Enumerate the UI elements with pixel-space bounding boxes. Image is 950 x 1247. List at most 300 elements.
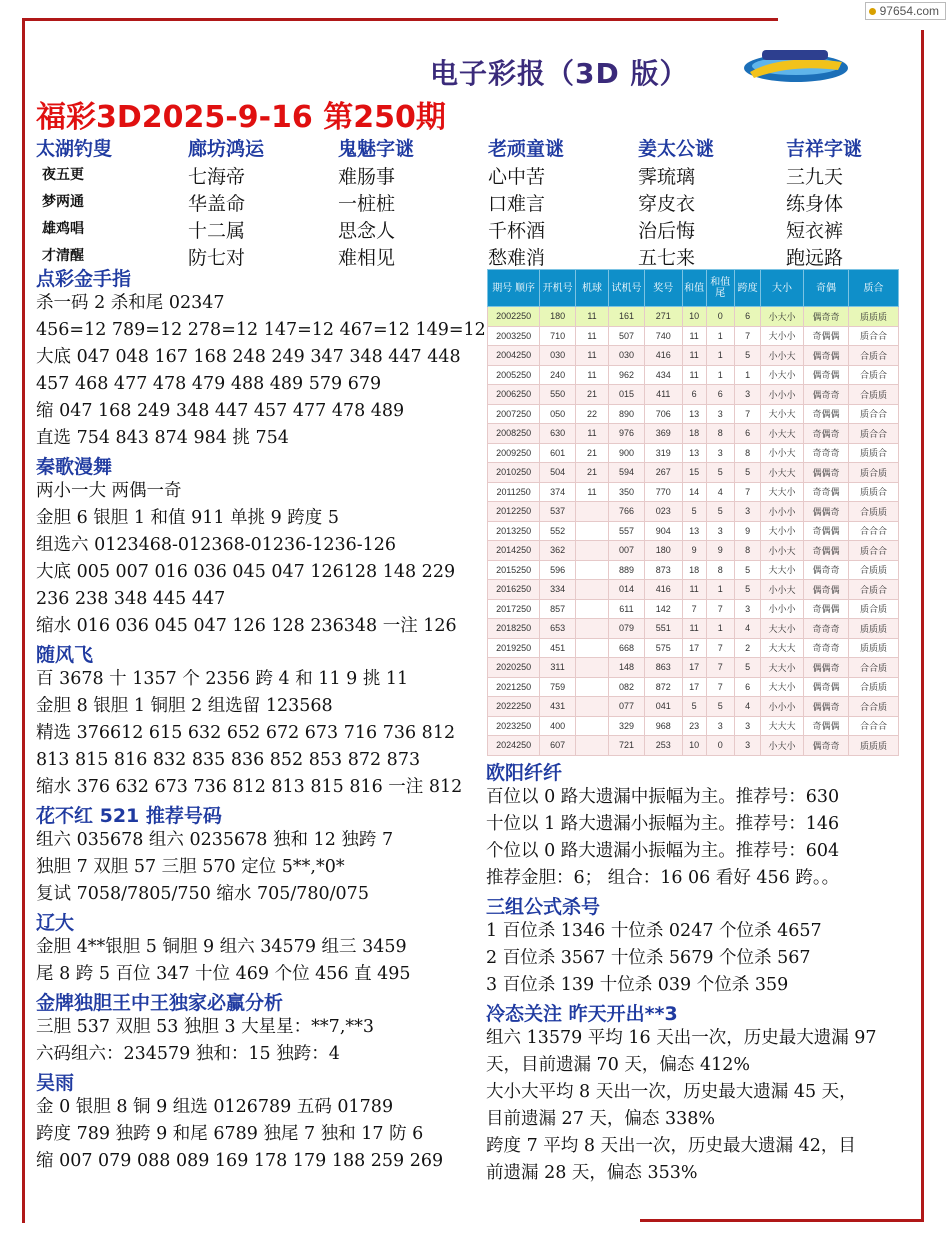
table-cell: 3 — [735, 599, 761, 619]
riddle-line: 雄鸡唱 — [42, 221, 84, 237]
table-cell: 合合合 — [849, 521, 899, 541]
table-cell: 小小小 — [761, 385, 804, 405]
table-cell: 863 — [644, 658, 682, 678]
riddle-line: 才清醒 — [42, 248, 84, 264]
table-cell: 1 — [706, 346, 735, 366]
table-cell: 594 — [609, 463, 645, 483]
table-cell: 1 — [706, 619, 735, 639]
table-header-cell: 跨度 — [735, 270, 761, 307]
table-cell: 721 — [609, 736, 645, 756]
table-cell: 7 — [706, 677, 735, 697]
table-cell — [575, 697, 608, 717]
table-cell: 1 — [735, 365, 761, 385]
table-cell — [575, 599, 608, 619]
table-cell: 2 — [735, 638, 761, 658]
right-column — [486, 758, 926, 1187]
table-cell: 1 — [706, 580, 735, 600]
table-cell: 142 — [644, 599, 682, 619]
table-cell: 10 — [682, 307, 706, 327]
table-row — [488, 326, 899, 346]
riddle-line: 霁琉璃 — [638, 166, 696, 188]
riddle-line: 口难言 — [488, 193, 546, 215]
section-line: 236 238 348 445 447 — [36, 589, 226, 609]
table-cell: 2024250 — [488, 736, 540, 756]
table-cell: 小小小 — [761, 502, 804, 522]
table-cell: 434 — [644, 365, 682, 385]
table-cell: 质质质 — [849, 638, 899, 658]
table-cell: 2006250 — [488, 385, 540, 405]
table-cell: 4 — [735, 619, 761, 639]
table-row — [488, 502, 899, 522]
table-cell: 11 — [575, 307, 608, 327]
table-cell: 5 — [682, 697, 706, 717]
table-cell: 552 — [540, 521, 576, 541]
table-cell: 030 — [609, 346, 645, 366]
table-cell: 8 — [706, 560, 735, 580]
table-row — [488, 385, 899, 405]
table-cell: 大小小 — [761, 521, 804, 541]
table-cell: 偶奇奇 — [803, 736, 848, 756]
table-cell: 630 — [540, 424, 576, 444]
table-cell: 大大小 — [761, 482, 804, 502]
table-cell: 350 — [609, 482, 645, 502]
riddle-line: 七海帝 — [188, 166, 246, 188]
table-cell: 770 — [644, 482, 682, 502]
table-cell: 偶偶奇 — [803, 658, 848, 678]
section-line: 大小大平均 8 天出一次，历史最大遗漏 45 天， — [486, 1082, 857, 1102]
section-line: 独胆 7 双胆 57 三胆 570 定位 5**,*0* — [36, 857, 345, 877]
table-cell: 271 — [644, 307, 682, 327]
riddle-line: 治后悔 — [638, 220, 696, 242]
table-cell: 小大小 — [761, 365, 804, 385]
table-cell: 077 — [609, 697, 645, 717]
section-line: 缩 047 168 249 348 447 457 477 478 489 — [36, 401, 405, 421]
table-cell: 7 — [735, 482, 761, 502]
frame-bottom-border — [640, 1219, 924, 1222]
table-cell: 质合合 — [849, 424, 899, 444]
table-cell — [575, 541, 608, 561]
riddle-line: 三九天 — [786, 166, 844, 188]
riddle-column — [338, 134, 414, 270]
table-cell: 889 — [609, 560, 645, 580]
table-cell: 759 — [540, 677, 576, 697]
table-header-cell: 大小 — [761, 270, 804, 307]
section-line: 复试 7058/7805/750 缩水 705/780/075 — [36, 884, 369, 904]
section-line: 3 百位杀 139 十位杀 039 个位杀 359 — [486, 975, 789, 995]
table-cell: 奇奇奇 — [803, 619, 848, 639]
table-cell: 411 — [644, 385, 682, 405]
table-header-cell: 奇偶 — [803, 270, 848, 307]
table-cell: 2018250 — [488, 619, 540, 639]
riddle-column — [638, 134, 714, 270]
table-row — [488, 677, 899, 697]
table-row — [488, 443, 899, 463]
table-cell: 质合合 — [849, 541, 899, 561]
table-cell: 857 — [540, 599, 576, 619]
section-heading: 点彩金手指 — [36, 268, 132, 290]
table-cell: 5 — [706, 463, 735, 483]
section-line: 456=12 789=12 278=12 147=12 467=12 149=12 — [36, 320, 486, 340]
table-cell: 050 — [540, 404, 576, 424]
riddle-author: 太湖钓叟 — [36, 138, 113, 160]
section-line: 大底 005 007 016 036 045 047 126128 148 229 — [36, 562, 456, 582]
table-cell: 2017250 — [488, 599, 540, 619]
table-cell: 904 — [644, 521, 682, 541]
table-cell: 13 — [682, 404, 706, 424]
table-cell: 2009250 — [488, 443, 540, 463]
table-cell: 22 — [575, 404, 608, 424]
riddle-line: 跑远路 — [786, 247, 844, 269]
frame-left-border — [22, 18, 25, 1223]
table-cell: 11 — [575, 482, 608, 502]
section-line: 金胆 8 银胆 1 铜胆 2 组选留 123568 — [36, 696, 333, 716]
table-header-cell: 机球 — [575, 270, 608, 307]
riddle-column — [36, 134, 112, 270]
table-cell: 偶奇偶 — [803, 346, 848, 366]
table-cell: 11 — [682, 619, 706, 639]
section-line: 杀一码 2 杀和尾 02347 — [36, 293, 225, 313]
table-row — [488, 307, 899, 327]
table-cell: 374 — [540, 482, 576, 502]
table-cell: 0 — [706, 736, 735, 756]
section-line: 大底 047 048 167 168 248 249 347 348 447 448 — [36, 347, 461, 367]
table-cell: 2013250 — [488, 521, 540, 541]
section-line: 跨度 789 独跨 9 和尾 6789 独尾 7 独和 17 防 6 — [36, 1124, 424, 1144]
table-header-cell: 和值尾 — [706, 270, 735, 307]
table-cell: 400 — [540, 716, 576, 736]
table-cell: 18 — [682, 424, 706, 444]
section-line: 三胆 537 双胆 53 独胆 3 大星星：**7,**3 — [36, 1017, 375, 1037]
table-cell: 奇偶奇 — [803, 424, 848, 444]
table-cell: 大大大 — [761, 716, 804, 736]
riddle-line: 愁难消 — [488, 247, 546, 269]
table-cell: 1 — [706, 365, 735, 385]
table-cell: 合合质 — [849, 658, 899, 678]
table-row — [488, 521, 899, 541]
table-cell: 962 — [609, 365, 645, 385]
table-cell: 8 — [706, 424, 735, 444]
table-cell: 2023250 — [488, 716, 540, 736]
table-cell: 319 — [644, 443, 682, 463]
table-cell: 873 — [644, 560, 682, 580]
table-cell: 13 — [682, 443, 706, 463]
table-row — [488, 619, 899, 639]
table-cell: 557 — [609, 521, 645, 541]
table-cell: 5 — [735, 658, 761, 678]
table-cell: 小大小 — [761, 307, 804, 327]
table-cell: 奇奇奇 — [803, 443, 848, 463]
table-cell — [575, 736, 608, 756]
table-cell: 504 — [540, 463, 576, 483]
table-cell: 大大大 — [761, 638, 804, 658]
table-cell: 合质合 — [849, 365, 899, 385]
section-line: 金胆 6 银胆 1 和值 911 单挑 9 跨度 5 — [36, 508, 340, 528]
section-line: 尾 8 跨 5 百位 347 十位 469 个位 456 直 495 — [36, 964, 411, 984]
riddle-line: 夜五更 — [42, 167, 84, 183]
section-heading: 秦歌漫舞 — [36, 456, 113, 478]
table-cell — [575, 658, 608, 678]
table-row — [488, 541, 899, 561]
section-line: 两小一大 两偶一奇 — [36, 481, 182, 501]
section-line: 个位以 0 路大遗漏小振幅为主。推荐号：604 — [486, 841, 840, 861]
section-line: 缩水 016 036 045 047 126 128 236348 一注 126 — [36, 616, 457, 636]
table-cell: 11 — [682, 580, 706, 600]
table-cell: 21 — [575, 443, 608, 463]
table-cell: 710 — [540, 326, 576, 346]
table-cell: 611 — [609, 599, 645, 619]
table-cell: 4 — [735, 697, 761, 717]
table-cell: 023 — [644, 502, 682, 522]
table-cell: 451 — [540, 638, 576, 658]
table-row — [488, 716, 899, 736]
section-line: 天，目前遗漏 70 天，偏态 412% — [486, 1055, 750, 1075]
section-heading: 辽大 — [36, 912, 75, 934]
table-cell: 431 — [540, 697, 576, 717]
table-cell: 976 — [609, 424, 645, 444]
table-cell: 5 — [706, 697, 735, 717]
section-line: 金胆 4**银胆 5 铜胆 9 组六 34579 组三 3459 — [36, 937, 407, 957]
table-cell: 706 — [644, 404, 682, 424]
table-cell: 18 — [682, 560, 706, 580]
table-cell: 17 — [682, 658, 706, 678]
table-cell: 041 — [644, 697, 682, 717]
draw-history-table — [487, 269, 899, 756]
section-line: 直选 754 843 874 984 挑 754 — [36, 428, 289, 448]
table-cell: 小小大 — [761, 580, 804, 600]
table-cell: 奇偶偶 — [803, 404, 848, 424]
table-cell: 质合质 — [849, 463, 899, 483]
table-cell: 007 — [609, 541, 645, 561]
table-cell: 4 — [706, 482, 735, 502]
table-cell: 2014250 — [488, 541, 540, 561]
table-cell — [575, 502, 608, 522]
riddle-line: 防七对 — [188, 247, 246, 269]
table-cell: 3 — [735, 502, 761, 522]
section-heading: 吴雨 — [36, 1072, 75, 1094]
section-line: 推荐金胆：6； 组合：16 06 看好 456 跨。。 — [486, 868, 840, 888]
table-cell: 507 — [609, 326, 645, 346]
table-cell: 607 — [540, 736, 576, 756]
table-cell: 5 — [706, 502, 735, 522]
table-cell: 3 — [706, 521, 735, 541]
table-row — [488, 463, 899, 483]
table-cell: 9 — [682, 541, 706, 561]
section-heading: 欧阳纤纤 — [486, 762, 563, 784]
riddle-line: 华盖命 — [188, 193, 246, 215]
section-line: 目前遗漏 27 天，偏态 338% — [486, 1109, 715, 1129]
table-row — [488, 638, 899, 658]
section-line: 金 0 银胆 8 铜 9 组选 0126789 五码 01789 — [36, 1097, 394, 1117]
table-row — [488, 424, 899, 444]
section-heading: 随风飞 — [36, 644, 94, 666]
riddle-line: 穿皮衣 — [638, 193, 696, 215]
riddle-line: 难肠事 — [338, 166, 396, 188]
table-cell: 2003250 — [488, 326, 540, 346]
table-cell: 2016250 — [488, 580, 540, 600]
riddle-author: 鬼魅字谜 — [338, 138, 415, 160]
table-cell: 2019250 — [488, 638, 540, 658]
table-row — [488, 697, 899, 717]
section-heading: 冷态关注 昨天开出**3 — [486, 1003, 678, 1025]
table-cell: 079 — [609, 619, 645, 639]
table-cell: 537 — [540, 502, 576, 522]
table-cell: 416 — [644, 346, 682, 366]
table-cell: 2021250 — [488, 677, 540, 697]
table-cell: 小小小 — [761, 697, 804, 717]
table-cell: 3 — [735, 736, 761, 756]
table-cell: 1 — [706, 326, 735, 346]
table-cell: 大大小 — [761, 658, 804, 678]
table-cell: 9 — [735, 521, 761, 541]
table-cell: 质质质 — [849, 619, 899, 639]
table-cell: 11 — [575, 346, 608, 366]
table-row — [488, 365, 899, 385]
table-cell: 小大大 — [761, 424, 804, 444]
section-line: 813 815 816 832 835 836 852 853 872 873 — [36, 750, 421, 770]
table-cell: 11 — [682, 365, 706, 385]
table-cell: 大小大 — [761, 404, 804, 424]
table-cell: 2020250 — [488, 658, 540, 678]
table-cell: 653 — [540, 619, 576, 639]
table-cell: 180 — [644, 541, 682, 561]
table-header-cell: 试机号 — [609, 270, 645, 307]
table-cell: 合合质 — [849, 697, 899, 717]
riddle-line: 练身体 — [786, 193, 844, 215]
riddle-column — [188, 134, 264, 270]
table-cell: 奇奇奇 — [803, 638, 848, 658]
table-cell: 21 — [575, 463, 608, 483]
table-cell: 3 — [735, 716, 761, 736]
table-cell: 小大小 — [761, 736, 804, 756]
main-title: 福彩3D2025-9-16 第250期 — [36, 100, 446, 135]
section-line: 1 百位杀 1346 十位杀 0247 个位杀 4657 — [486, 921, 822, 941]
table-cell: 362 — [540, 541, 576, 561]
table-cell: 大大小 — [761, 677, 804, 697]
table-cell: 5 — [735, 560, 761, 580]
section-line: 十位以 1 路大遗漏小振幅为主。推荐号：146 — [486, 814, 840, 834]
table-cell: 奇偶偶 — [803, 541, 848, 561]
table-cell: 奇奇偶 — [803, 482, 848, 502]
table-cell: 2010250 — [488, 463, 540, 483]
table-cell: 小小大 — [761, 346, 804, 366]
table-header-cell: 期号 顺序 — [488, 270, 540, 307]
table-cell: 偶奇偶 — [803, 580, 848, 600]
table-cell: 030 — [540, 346, 576, 366]
table-cell — [575, 716, 608, 736]
table-header-cell: 和值 — [682, 270, 706, 307]
table-cell: 3 — [735, 385, 761, 405]
table-cell: 奇偶偶 — [803, 326, 848, 346]
table-cell: 11 — [682, 326, 706, 346]
table-cell: 合合合 — [849, 716, 899, 736]
table-cell: 575 — [644, 638, 682, 658]
section-line: 六码组六：234579 独和：15 独跨：4 — [36, 1044, 340, 1064]
table-cell: 7 — [706, 658, 735, 678]
table-cell: 240 — [540, 365, 576, 385]
table-cell: 6 — [682, 385, 706, 405]
section-line: 缩水 376 632 673 736 812 813 815 816 一注 812 — [36, 777, 463, 797]
table-cell: 2002250 — [488, 307, 540, 327]
table-cell: 334 — [540, 580, 576, 600]
table-cell: 合质质 — [849, 560, 899, 580]
table-cell: 161 — [609, 307, 645, 327]
table-cell: 6 — [735, 307, 761, 327]
table-cell: 8 — [735, 541, 761, 561]
table-cell: 17 — [682, 677, 706, 697]
section-heading: 三组公式杀号 — [486, 896, 601, 918]
table-cell: 11 — [575, 365, 608, 385]
table-cell: 14 — [682, 482, 706, 502]
table-cell: 10 — [682, 736, 706, 756]
table-cell: 2012250 — [488, 502, 540, 522]
section-line: 组选六 0123468-012368-01236-1236-126 — [36, 535, 397, 555]
section-line: 2 百位杀 3567 十位杀 5679 个位杀 567 — [486, 948, 811, 968]
table-cell: 369 — [644, 424, 682, 444]
table-cell: 3 — [706, 404, 735, 424]
table-cell: 2005250 — [488, 365, 540, 385]
table-cell: 合质质 — [849, 385, 899, 405]
table-cell: 596 — [540, 560, 576, 580]
table-cell: 668 — [609, 638, 645, 658]
table-row — [488, 599, 899, 619]
table-cell: 015 — [609, 385, 645, 405]
riddle-author: 廊坊鸿运 — [188, 138, 265, 160]
table-cell: 15 — [682, 463, 706, 483]
table-cell: 551 — [644, 619, 682, 639]
table-cell: 6 — [706, 385, 735, 405]
table-cell: 大小小 — [761, 326, 804, 346]
table-cell: 小小大 — [761, 443, 804, 463]
riddle-line: 难相见 — [338, 247, 396, 269]
section-line: 组六 035678 组六 0235678 独和 12 独跨 7 — [36, 830, 394, 850]
table-cell: 质合质 — [849, 599, 899, 619]
table-cell: 900 — [609, 443, 645, 463]
table-cell: 2008250 — [488, 424, 540, 444]
table-cell: 2004250 — [488, 346, 540, 366]
table-row — [488, 580, 899, 600]
table-cell: 6 — [735, 424, 761, 444]
table-header-cell: 奖号 — [644, 270, 682, 307]
table-row — [488, 560, 899, 580]
table-cell: 8 — [735, 443, 761, 463]
table-header-cell: 开机号 — [540, 270, 576, 307]
table-cell: 23 — [682, 716, 706, 736]
table-cell: 偶奇奇 — [803, 560, 848, 580]
table-cell: 253 — [644, 736, 682, 756]
table-header-cell: 质合 — [849, 270, 899, 307]
riddle-line: 十二属 — [188, 220, 246, 242]
frame-top-border — [22, 18, 778, 21]
table-cell: 质质合 — [849, 482, 899, 502]
table-cell: 17 — [682, 638, 706, 658]
table-cell — [575, 677, 608, 697]
table-cell — [575, 560, 608, 580]
table-cell: 合质质 — [849, 502, 899, 522]
section-line: 百位以 0 路大遗漏中振幅为主。推荐号：630 — [486, 787, 840, 807]
table-cell: 7 — [735, 404, 761, 424]
table-cell: 0 — [706, 307, 735, 327]
table-cell: 872 — [644, 677, 682, 697]
table-cell: 2022250 — [488, 697, 540, 717]
table-row — [488, 404, 899, 424]
table-cell: 合质合 — [849, 346, 899, 366]
section-line: 跨度 7 平均 8 天出一次，历史最大遗漏 42，目 — [486, 1136, 856, 1156]
table-cell: 偶偶奇 — [803, 697, 848, 717]
table-cell: 21 — [575, 385, 608, 405]
riddle-column — [488, 134, 564, 270]
table-cell: 质质质 — [849, 307, 899, 327]
table-cell: 329 — [609, 716, 645, 736]
